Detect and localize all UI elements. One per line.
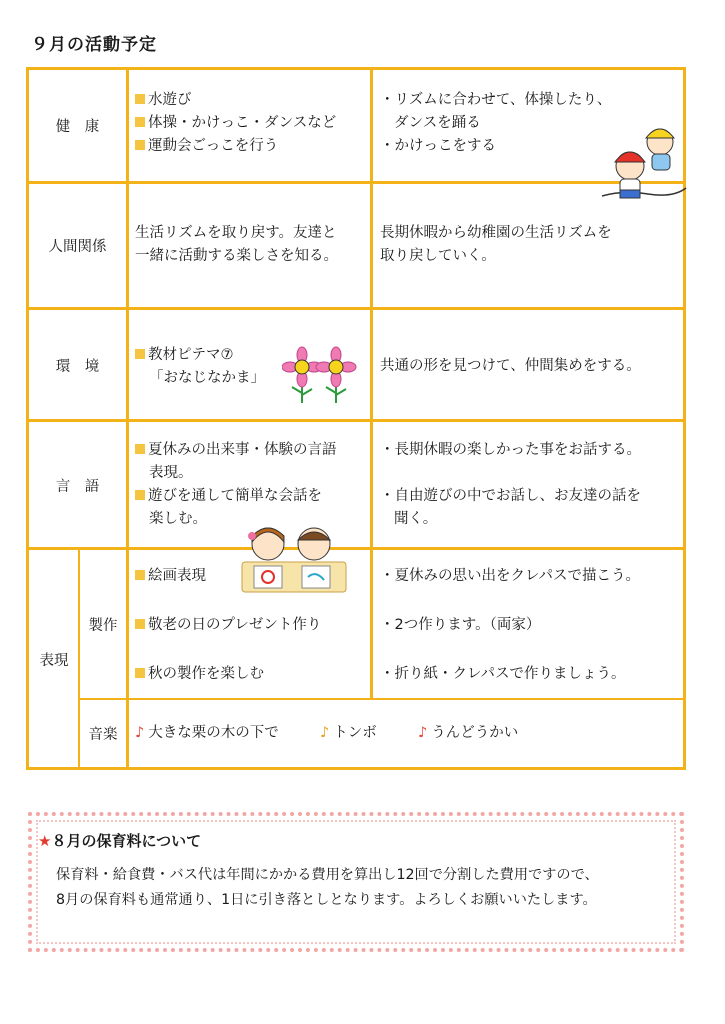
notice-body: 保育料・給食費・バス代は年間にかかる費用を算出し12回で分割した費用ですので、 8月の保育料も通常通り、1日に引き落としとなります。よろしくお願いいたします。 [56,867,599,908]
relations-activities: 長期休暇から幼稚園の生活リズムを 取り戻していく。 [380,225,612,264]
health-aims: 水遊び 体操・かけっこ・ダンスなど 運動会ごっこを行う [135,89,336,158]
row-label-music: 音楽 [88,727,118,743]
row-label-relations: 人間関係 [48,239,107,255]
running-kids-illustration [598,112,688,212]
language-aims: 夏休みの出来事・体験の言語 表現。 遊びを通して簡単な会話を 楽しむ。 [135,439,337,531]
row-label-environment: 環 境 [55,359,100,375]
flowers-illustration [282,345,362,405]
star-icon: ★ [38,832,52,850]
health-activities: ・リズムに合わせて、体操したり、 ダンスを踊る ・かけっこをする [380,92,612,154]
craft-activities: ・夏休みの思い出をクレパスで描こう。 ・2つ作ります。（両家） ・折り紙・クレパスで作りましょう。 [380,568,640,682]
row-label-craft: 製作 [88,618,118,634]
row-label-health: 健 康 [55,119,100,135]
music-songs: ♪ 大きな栗の木の下で ♪ トンボ ♪ うんどうかい [135,725,519,741]
drawing-kids-illustration [238,522,350,594]
language-activities: ・長期休暇の楽しかった事をお話する。 ・自由遊びの中でお話し、お友達の話を 聞く。 [380,442,641,527]
craft-aims: 絵画表現 敬老の日のプレゼント作り 秋の製作を楽しむ [135,565,321,686]
schedule-table [26,67,686,770]
row-label-language: 言 語 [55,479,100,495]
relations-aims: 生活リズムを取り戻す。友達と 一緒に活動する楽しさを知る。 [135,225,338,264]
page-title: ９月の活動予定 [31,35,157,55]
music-note-icon: ♪ [319,725,330,741]
music-note-icon: ♪ [135,725,145,741]
row-label-expression: 表現 [39,653,69,669]
environment-activities: 共通の形を見つけて、仲間集めをする。 [380,358,641,374]
notice-title: ★８月の保育料について [38,832,202,850]
music-note-icon: ♪ [417,725,428,741]
environment-aims: 教材ピテマ⑦ 「おなじなかま」 [135,344,265,390]
